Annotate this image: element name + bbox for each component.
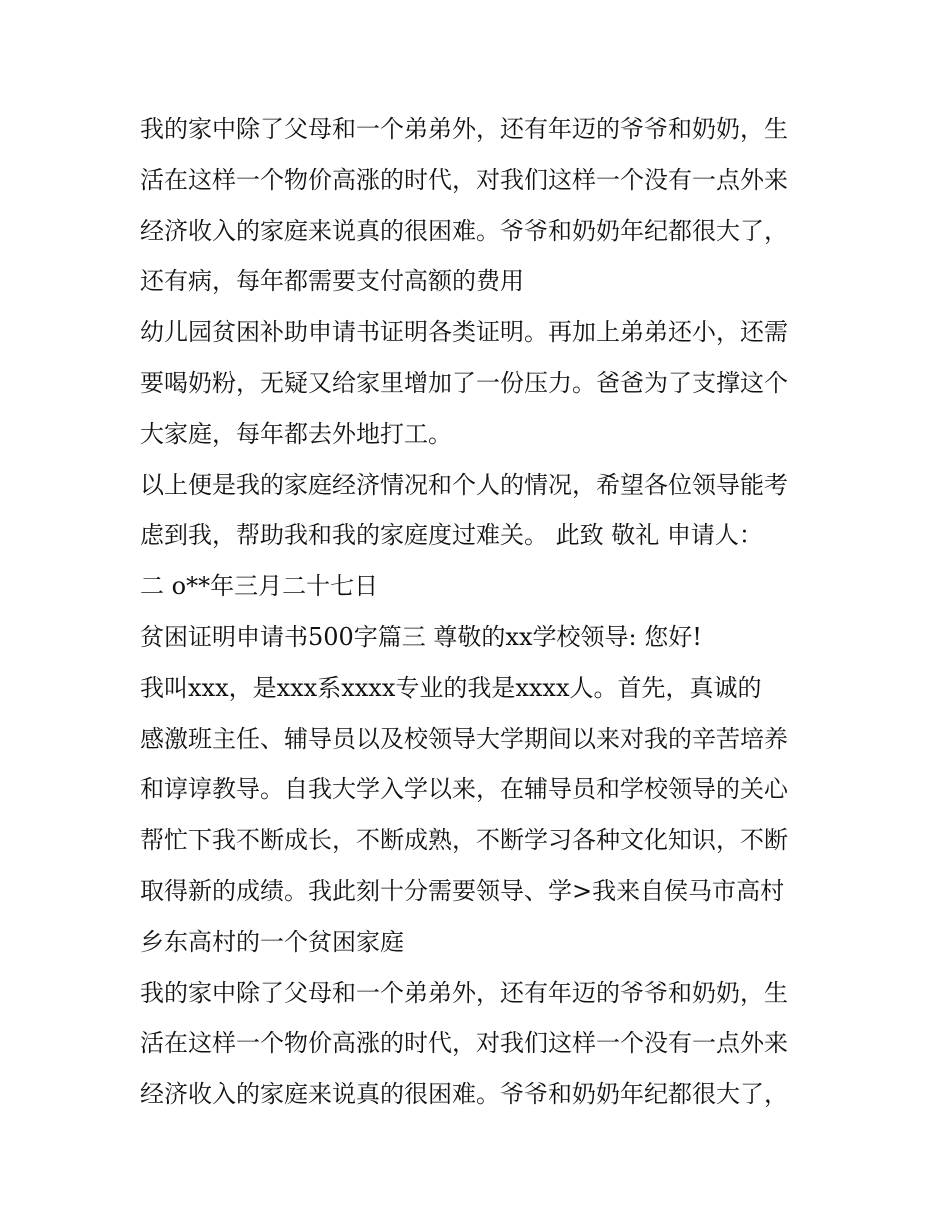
document-body bbox=[140, 104, 820, 1120]
text-line: 活在这样一个物价高涨的时代，对我们这样一个没有一点外来 bbox=[140, 165, 788, 194]
text-line: 以上便是我的家庭经济情况和个人的情况，希望各位领导能考 bbox=[140, 470, 788, 499]
text-line: 乡东高村的一个贫困家庭 bbox=[140, 927, 404, 956]
text-line: 和谆谆教导。自我大学入学以来，在辅导员和学校领导的关心 bbox=[140, 775, 788, 804]
text-line: 经济收入的家庭来说真的很困难。爷爷和奶奶年纪都很大了， bbox=[140, 1080, 788, 1109]
text-line: 还有病，每年都需要支付高额的费用 bbox=[140, 267, 524, 296]
text-line: 经济收入的家庭来说真的很困难。爷爷和奶奶年纪都很大了， bbox=[140, 216, 788, 245]
text-line: 我叫xxx，是xxx系xxxx专业的我是xxxx人。首先，真诚的 bbox=[140, 673, 762, 702]
date-line: 二 o**年三月二十七日 bbox=[140, 572, 379, 601]
text-line: 大家庭，每年都去外地打工。 bbox=[140, 419, 452, 448]
section-heading: 贫困证明申请书500字篇三 尊敬的xx学校领导: 您好! bbox=[140, 622, 702, 651]
text-line: 幼儿园贫困补助申请书证明各类证明。再加上弟弟还小，还需 bbox=[140, 318, 788, 347]
text-line: 帮忙下我不断成长，不断成熟，不断学习各种文化知识，不断 bbox=[140, 826, 788, 855]
text-line: 取得新的成绩。我此刻十分需要领导、学>我来自侯马市高村 bbox=[140, 876, 785, 905]
text-line: 活在这样一个物价高涨的时代，对我们这样一个没有一点外来 bbox=[140, 1029, 788, 1058]
text-line: 虑到我，帮助我和我的家庭度过难关。 此致 敬礼 申请人： bbox=[140, 521, 763, 550]
text-line: 要喝奶粉，无疑又给家里增加了一份压力。爸爸为了支撑这个 bbox=[140, 368, 788, 397]
text-line: 感激班主任、辅导员以及校领导大学期间以来对我的辛苦培养 bbox=[140, 724, 788, 753]
text-line: 我的家中除了父母和一个弟弟外，还有年迈的爷爷和奶奶，生 bbox=[140, 115, 788, 143]
text-line: 我的家中除了父母和一个弟弟外，还有年迈的爷爷和奶奶，生 bbox=[140, 978, 788, 1007]
